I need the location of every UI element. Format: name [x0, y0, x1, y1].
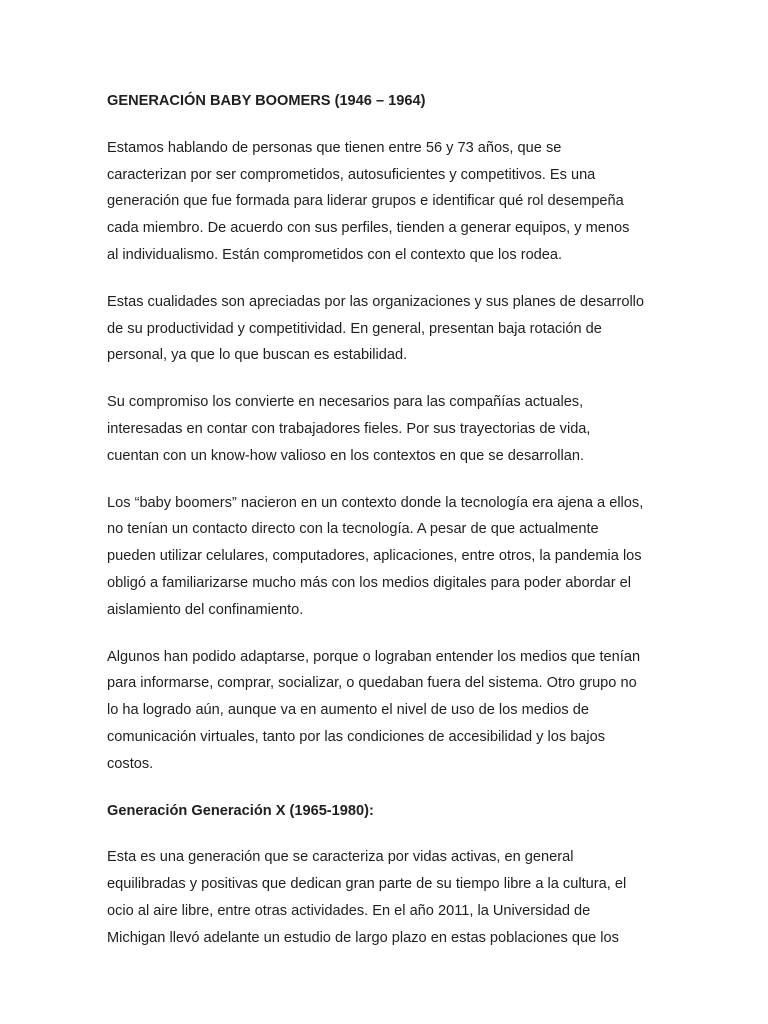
text-line: obligó a familiarizarse mucho más con los medios digitales para poder abordar el	[107, 574, 632, 591]
paragraph	[107, 289, 667, 369]
paragraph	[107, 389, 667, 469]
text-line: cada miembro. De acuerdo con sus perfiles, tienden a generar equipos, y menos	[107, 220, 630, 237]
text-line: pueden utilizar celulares, computadores, aplicaciones, entre otros, la pandemia los	[107, 548, 642, 565]
text-line: Su compromiso los convierte en necesarios para las compañías actuales,	[107, 394, 584, 411]
text-line: generación que fue formada para liderar grupos e identificar qué rol desempeña	[107, 193, 624, 210]
section-heading-generation-x: Generación Generación X (1965-1980):	[107, 802, 374, 819]
text-line: caracterizan por ser comprometidos, autosuficientes y competitivos. Es una	[107, 166, 596, 183]
text-line: cuentan con un know-how valioso en los contextos en que se desarrollan.	[107, 447, 585, 464]
text-line: lo ha logrado aún, aunque va en aumento el nivel de uso de los medios de	[107, 702, 589, 719]
text-line: aislamiento del confinamiento.	[107, 601, 304, 618]
paragraph	[107, 844, 667, 951]
document-page	[107, 88, 667, 972]
text-line: costos.	[107, 755, 154, 772]
text-line: ocio al aire libre, entre otras actividades. En el año 2011, la Universidad de	[107, 902, 591, 919]
text-line: Estas cualidades son apreciadas por las organizaciones y sus planes de desarrollo	[107, 293, 645, 310]
text-line: de su productividad y competitividad. En general, presentan baja rotación de	[107, 320, 602, 337]
text-line: Michigan llevó adelante un estudio de largo plazo en estas poblaciones que los	[107, 929, 619, 946]
text-line: no tenían un contacto directo con la tecnología. A pesar de que actualmente	[107, 521, 599, 538]
text-line: Algunos han podido adaptarse, porque o lograban entender los medios que tenían	[107, 648, 641, 665]
paragraph	[107, 135, 667, 269]
paragraph	[107, 490, 667, 624]
text-line: Esta es una generación que se caracteriza por vidas activas, en general	[107, 849, 574, 866]
text-line: Los “baby boomers” nacieron en un contexto donde la tecnología era ajena a ellos,	[107, 494, 644, 511]
text-line: equilibradas y positivas que dedican gran parte de su tiempo libre a la cultura, el	[107, 876, 627, 893]
text-line: interesadas en contar con trabajadores fieles. Por sus trayectorias de vida,	[107, 420, 591, 437]
text-line: personal, ya que lo que buscan es estabilidad.	[107, 347, 408, 364]
text-line: al individualismo. Están comprometidos con el contexto que los rodea.	[107, 246, 563, 263]
section-heading-baby-boomers: GENERACIÓN BABY BOOMERS (1946 – 1964)	[107, 93, 426, 109]
text-line: Estamos hablando de personas que tienen entre 56 y 73 años, que se	[107, 139, 562, 156]
text-line: comunicación virtuales, tanto por las condiciones de accesibilidad y los bajos	[107, 728, 606, 745]
paragraph	[107, 644, 667, 778]
text-line: para informarse, comprar, socializar, o quedaban fuera del sistema. Otro grupo no	[107, 675, 637, 692]
